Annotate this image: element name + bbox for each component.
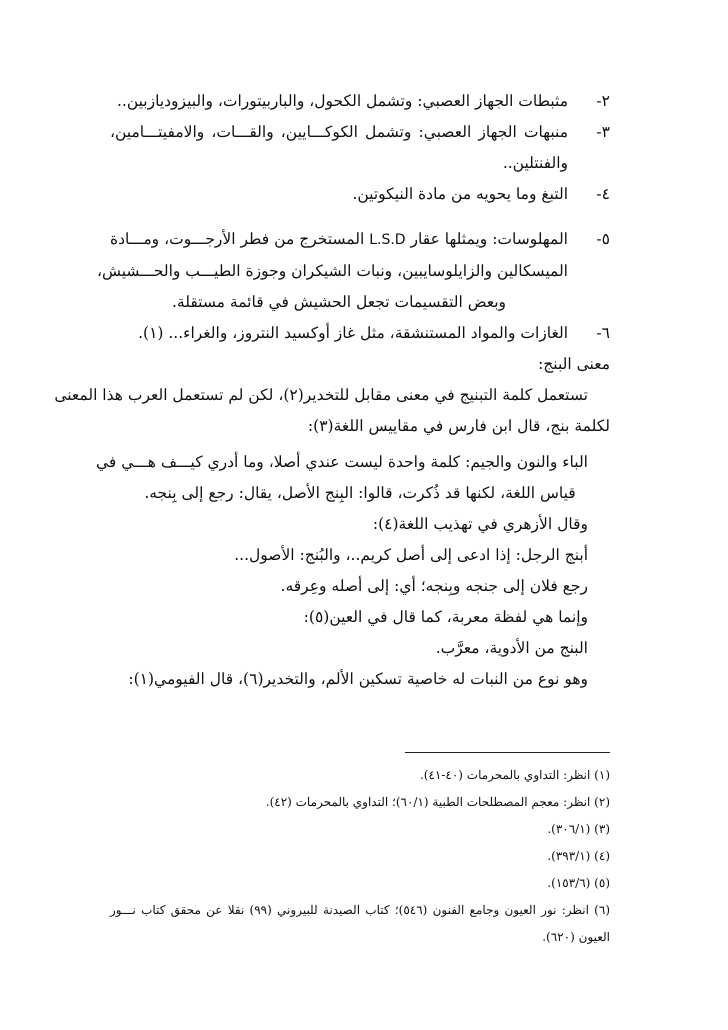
list-number: ٦- <box>596 324 610 342</box>
footnote: العيون (٦٢٠). <box>542 930 610 944</box>
quote-line: الباء والنون والجيم: كلمة واحدة ليست عندي أصلا، وما أدري كيـــف هـــي في <box>95 453 588 471</box>
list-item: الميسكالين والزايلوسايبين، ونبات الشيكران وجوزة الطيـــب والحـــشيش، <box>96 262 568 280</box>
paragraph-line: وإنما هي لفظة معربة، كما قال في العين(٥): <box>303 608 588 626</box>
paragraph-line: وقال الأزهري في تهذيب اللغة(٤): <box>372 515 588 533</box>
list-item: والفنتلين.. <box>502 154 568 172</box>
footnote: (١) انظر: التداوي بالمحرمات (٤٠-٤١). <box>419 768 610 782</box>
list-item: منبهات الجهاز العصبي: وتشمل الكوكـــايين، والقـــات، والامفيتـــامين، <box>110 123 568 141</box>
footnote: (٢) انظر: معجم المصطلحات الطبية (٦٠/١)؛ التداوي بالمحرمات (٤٢). <box>265 795 610 809</box>
list-number: ٣- <box>596 123 610 141</box>
footnote: (٤) (٣٩٣/١). <box>547 849 610 863</box>
list-item: وبعض التقسيمات تجعل الحشيش في قائمة مستقلة. <box>171 293 507 311</box>
paragraph-line: وهو نوع من النبات له خاصية تسكين الألم، والتخدير(٦)، قال الفيومي(١): <box>128 670 588 688</box>
list-item: التبغ وما يحويه من مادة النيكوتين. <box>352 185 568 203</box>
list-number: ٢- <box>596 92 610 110</box>
lsd-term: L.S.D <box>369 232 406 248</box>
list-number: ٥- <box>596 230 610 248</box>
list-item <box>110 224 568 255</box>
list-item: الغازات والمواد المستنشقة، مثل غاز أوكسيد النتروز، والغراء... (١). <box>138 324 568 342</box>
list-item-text-part: المستخرج من فطر الأرجـــوت، ومـــادة <box>110 230 370 248</box>
list-number: ٤- <box>596 185 610 203</box>
quote-line: أبنج الرجل: إذا ادعى إلى أصل كريم..، والبُنج: الأصول... <box>234 546 588 564</box>
list-item: مثبطات الجهاز العصبي: وتشمل الكحول، والباربيتورات، والبيزوديازبين.. <box>116 92 568 110</box>
footnote: (٦) انظر: نور العيون وجامع الفنون (٥٤٦)؛ كتاب الصيدنة للبيروني (٩٩) نقلا عن محقق كتاب نـــور <box>110 903 610 917</box>
paragraph-line: لكلمة بنج، قال ابن فارس في مقاييس اللغة(٣): <box>307 417 610 435</box>
quote-line: البنج من الأدوية، معرَّب. <box>435 639 588 657</box>
paragraph-line: تستعمل كلمة التبنيج في معنى مقابل للتخدير(٢)، لكن لم تستعمل العرب هذا المعنى <box>54 386 588 404</box>
footnote-separator <box>405 752 610 753</box>
section-heading: معنى البنج: <box>538 355 610 373</box>
footnote: (٣) (٣٠٦/١). <box>547 822 610 836</box>
footnote: (٥) (١٥٣/٦). <box>547 876 610 890</box>
quote-line: قياس اللغة، لكنها قد ذُكرت، قالوا: البِنج الأصل، يقال: رجع إلى بِنجه. <box>144 484 576 502</box>
list-item-text-part: المهلوسات: ويمثلها عقار <box>405 230 568 248</box>
quote-line: رجع فلان إلى جنجه وبِنجه؛ أي: إلى أصله وعِرقه. <box>280 577 588 595</box>
